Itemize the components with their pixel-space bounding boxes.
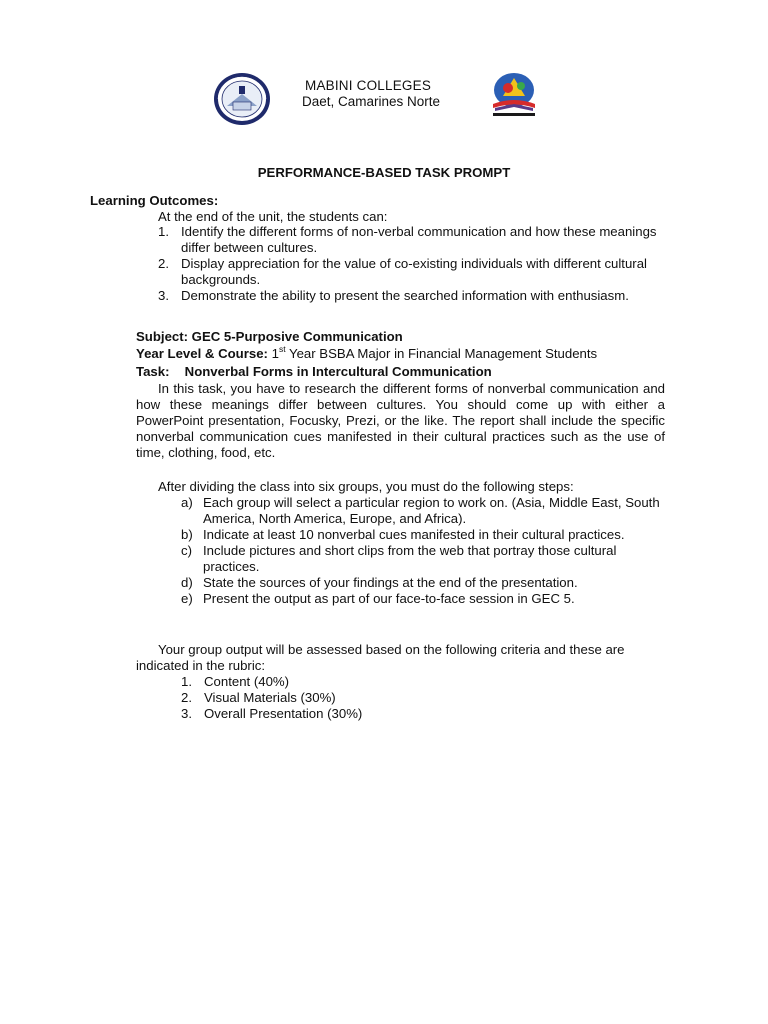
list-item-letter: c) <box>181 543 192 558</box>
task-description-paragraph: In this task, you have to research the different forms of nonverbal communication and how these meanings differ between cultures. You should come up with either a PowerPoint presentation, Focusky, Prezi, or the like. The report shall include the specific nonverbal communication cues manifested in their cultural practices such as the use of time, clothing, food, etc. <box>136 381 665 460</box>
list-item-text: Present the output as part of our face-to-face session in GEC 5. <box>203 591 575 606</box>
task-line <box>136 364 492 380</box>
list-item-number: 3. <box>158 288 169 303</box>
learning-outcomes-intro: At the end of the unit, the students can: <box>158 209 388 224</box>
task-label: Task: <box>136 364 170 379</box>
learning-outcomes-list <box>158 224 663 304</box>
list-item-text: Each group will select a particular region to work on. (Asia, Middle East, South America, North America, Europe, and Africa). <box>203 495 660 526</box>
list-item <box>181 690 481 706</box>
list-item-number: 1. <box>181 674 192 689</box>
list-item <box>158 224 663 256</box>
criteria-list <box>181 674 481 722</box>
year-course-text: Year BSBA Major in Financial Management Students <box>285 346 598 361</box>
list-item-text: Indicate at least 10 nonverbal cues manifested in their cultural practices. <box>203 527 625 542</box>
college-of-education-logo <box>481 70 547 118</box>
list-item <box>158 256 663 288</box>
list-item-number: 1. <box>158 224 169 239</box>
document-title: PERFORMANCE-BASED TASK PROMPT <box>257 165 511 180</box>
list-item-text: Overall Presentation (30%) <box>204 706 363 721</box>
list-item-text: Display appreciation for the value of co-existing individuals with different cultural backgrounds. <box>181 256 647 287</box>
list-item <box>181 575 661 591</box>
year-ordinal-suffix: st <box>278 344 286 354</box>
college-location: Daet, Camarines Norte <box>302 94 441 109</box>
list-item <box>158 288 663 304</box>
list-item-text: Demonstrate the ability to present the searched information with enthusiasm. <box>181 288 629 303</box>
mabini-colleges-seal-logo <box>213 72 271 126</box>
list-item-number: 2. <box>158 256 169 271</box>
steps-intro: After dividing the class into six groups, you must do the following steps: <box>158 479 574 494</box>
list-item-text: Identify the different forms of non-verbal communication and how these meanings differ between cultures. <box>181 224 657 255</box>
list-item-text: Visual Materials (30%) <box>204 690 336 705</box>
year-level-course-line <box>136 346 597 362</box>
year-number: 1 <box>271 346 279 361</box>
year-level-label: Year Level & Course: <box>136 346 268 361</box>
task-title: Nonverbal Forms in Intercultural Communication <box>184 364 492 379</box>
list-item <box>181 527 661 543</box>
learning-outcomes-heading: Learning Outcomes: <box>90 193 219 208</box>
list-item-text: Include pictures and short clips from the web that portray those cultural practices. <box>203 543 617 574</box>
list-item-number: 3. <box>181 706 192 721</box>
list-item <box>181 706 481 722</box>
list-item <box>181 591 661 607</box>
subject-line: Subject: GEC 5-Purposive Communication <box>136 329 403 344</box>
list-item-letter: d) <box>181 575 193 590</box>
list-item-number: 2. <box>181 690 192 705</box>
college-name: MABINI COLLEGES <box>305 78 432 93</box>
list-item <box>181 543 661 575</box>
list-item <box>181 495 661 527</box>
list-item-letter: e) <box>181 591 193 606</box>
list-item-text: State the sources of your findings at the end of the presentation. <box>203 575 578 590</box>
criteria-paragraph: Your group output will be assessed based on the following criteria and these are indicated in the rubric: <box>136 642 625 673</box>
steps-list <box>181 495 661 607</box>
list-item <box>181 674 481 690</box>
list-item-letter: a) <box>181 495 193 510</box>
list-item-letter: b) <box>181 527 193 542</box>
list-item-text: Content (40%) <box>204 674 290 689</box>
